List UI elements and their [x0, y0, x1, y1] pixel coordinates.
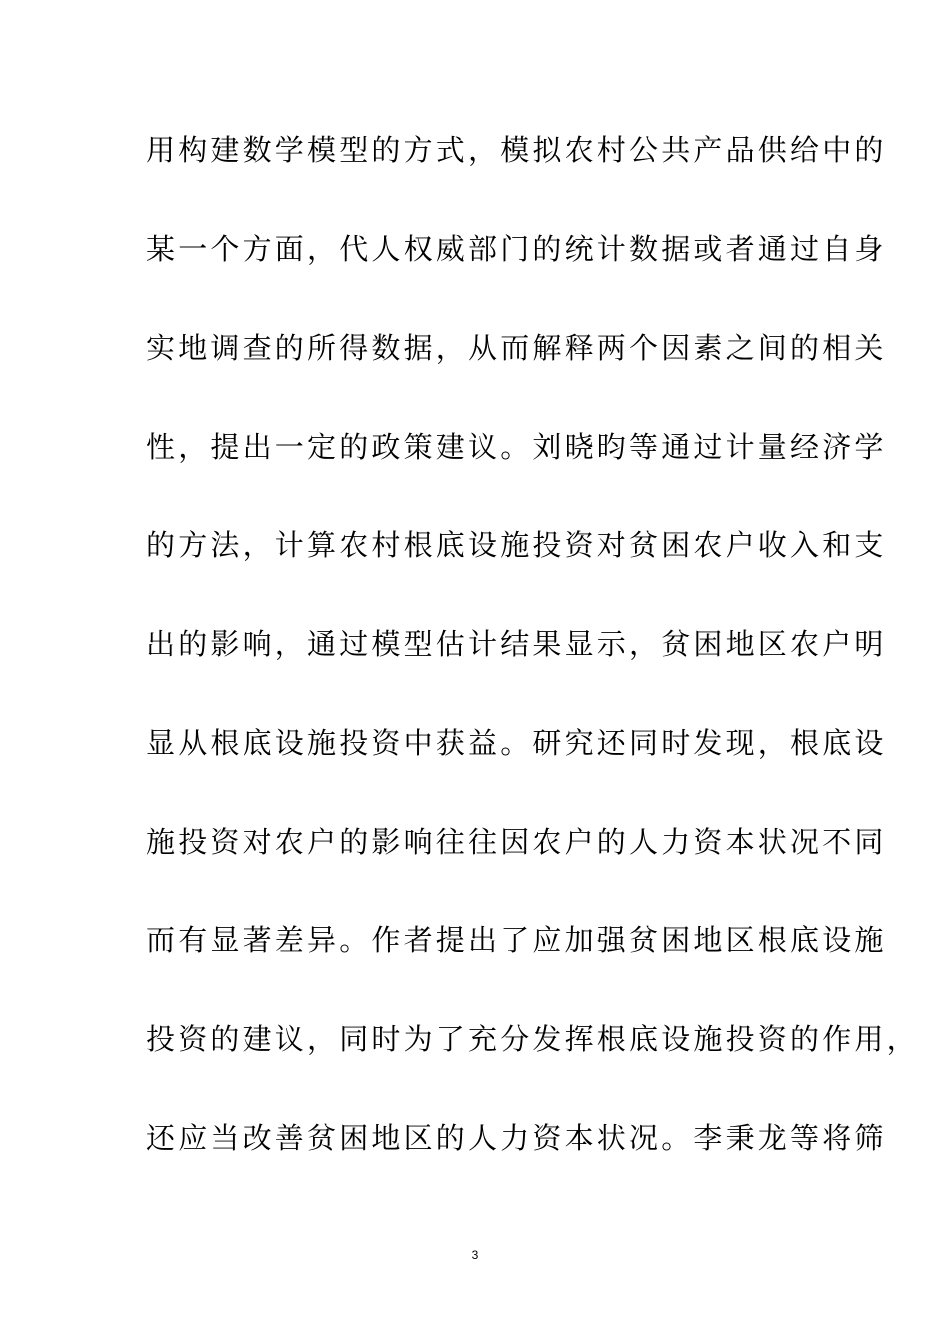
text-line: 用构建数学模型的方式，模拟农村公共产品供给中的: [146, 133, 887, 167]
text-line: 性，提出一定的政策建议。刘晓昀等通过计量经济学: [146, 430, 887, 464]
text-line: 还应当改善贫困地区的人力资本状况。李秉龙等将筛: [146, 1121, 887, 1155]
text-line: 投资的建议，同时为了充分发挥根底设施投资的作用，: [146, 1022, 919, 1056]
text-line: 显从根底设施投资中获益。研究还同时发现，根底设: [146, 726, 887, 760]
text-line: 而有显著差异。作者提出了应加强贫困地区根底设施: [146, 923, 887, 957]
text-line: 施投资对农户的影响往往因农户的人力资本状况不同: [146, 825, 887, 859]
text-line: 某一个方面，代人权威部门的统计数据或者通过自身: [146, 232, 887, 266]
text-line: 实地调查的所得数据，从而解释两个因素之间的相关: [146, 331, 887, 365]
text-line: 出的影响，通过模型估计结果显示，贫困地区农户明: [146, 627, 887, 661]
text-line: 的方法，计算农村根底设施投资对贫困农户收入和支: [146, 528, 887, 562]
page-number: 3: [471, 1248, 479, 1262]
